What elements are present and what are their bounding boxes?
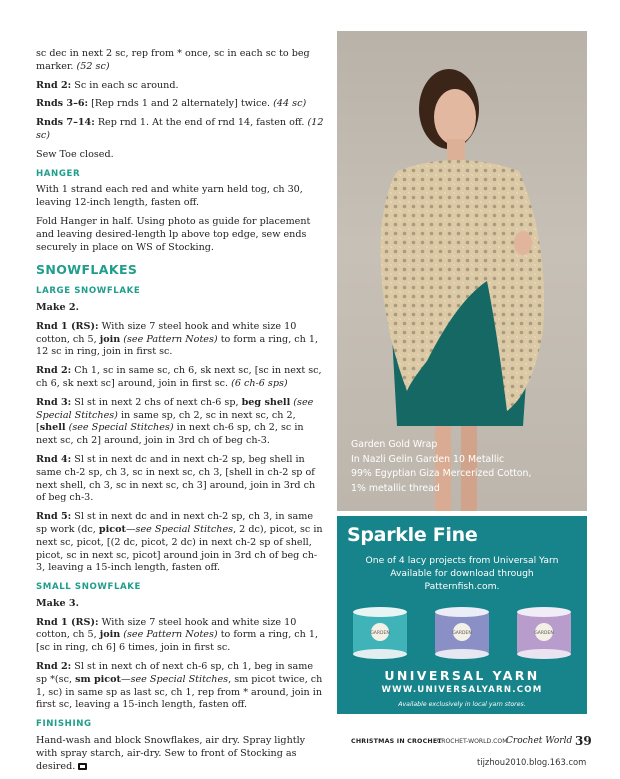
large-make-count: Make 2.: [36, 301, 79, 313]
face-shape: [434, 89, 476, 145]
page-number: 39: [575, 734, 592, 748]
thread-spool-icon: [511, 604, 577, 662]
brand-url-link[interactable]: WWW.UNIVERSALYARN.COM: [381, 685, 543, 695]
small-snowflake-heading: SMALL SNOWFLAKE: [36, 582, 142, 593]
pattern-round: Rnd 2: Sl st in next ch of next ch-6 sp, ch 1, beg in same sp *(sc, sm picot—see Special Stitches, sm picot twice, ch 1, sc) in same sp as last sc, ch 1, rep from * around, join in first sc, leaving a 15-inch length, fasten off.: [36, 661, 323, 711]
footer-section: CHRISTMAS IN CROCHET: [351, 738, 442, 745]
pattern-round: Rnd 4: Sl st in next dc and in next ch-2 sp, beg shell in same ch-2 sp, ch 3, sc in next sc, ch 3, [shell in ch-2 sp of next shell, ch 3, sc in next sc, ch 3] around, join in 3rd ch of beg ch-3.: [36, 453, 316, 504]
snowflakes-heading: SNOWFLAKES: [36, 262, 138, 278]
pattern-paragraph: sc dec in next 2 sc, rep from * once, sc in each sc to beg marker. (52 sc): [36, 48, 310, 72]
photo-caption: Garden Gold Wrap In Nazli Gelin Garden 10 Metallic 99% Egyptian Giza Mercerized Cotton, 1% metallic thread: [351, 439, 532, 494]
svg-text:GARDEN: GARDEN: [370, 631, 390, 636]
patternfish-link[interactable]: Patternfish.com.: [424, 581, 500, 592]
page-footer: [345, 735, 595, 749]
large-snowflake-heading: LARGE SNOWFLAKE: [36, 286, 141, 297]
brand-name: UNIVERSAL YARN: [384, 668, 540, 683]
pattern-round: Rnd 3: Sl st in next 2 chs of next ch-6 sp, beg shell (see Special Stitches) in same sp, ch 2, sc in next sc, ch 2, [shell (see Special Stitches) in next ch-6 sp, ch 2, sc in next sc, ch 2] around, join in 3rd ch of beg ch-3.: [36, 396, 314, 447]
svg-text:GARDEN: GARDEN: [452, 631, 472, 636]
pattern-paragraph: With 1 strand each red and white yarn held tog, ch 30, leaving 12-inch length, fasten off.: [36, 184, 303, 209]
pattern-paragraph: Hand-wash and block Snowflakes, air dry. Spray lightly with spray starch, air-dry. Sew to front of Stocking as desired.: [36, 735, 306, 772]
availability-note: Available exclusively in local yarn stores.: [398, 701, 526, 708]
pattern-column: [36, 48, 326, 779]
pattern-round: Rnd 5: Sl st in next dc and in next ch-2 sp, ch 3, in same sp work (dc, picot—see Special Stitches, 2 dc), picot, sc in next sc, picot, [(2 dc, picot, 2 dc) in next ch-2 sp of shell, picot, sc in next sc, picot] around join in 3rd ch of beg ch-3, leaving a 15-inch length, fasten off.: [36, 511, 323, 574]
watermark: tijzhou2010.blog.163.com: [477, 757, 587, 767]
model-photo: [337, 31, 587, 511]
pattern-paragraph: Sew Toe closed.: [36, 148, 114, 160]
pattern-round: Rnds 3–6: [Rep rnds 1 and 2 alternately] twice. (44 sc): [36, 98, 307, 110]
sparkle-fine-ad: [337, 516, 587, 714]
small-make-count: Make 3.: [36, 597, 79, 609]
thread-spool-icon: [429, 604, 495, 662]
pattern-round: Rnd 2: Sc in each sc around.: [36, 79, 179, 91]
pattern-round: Rnd 1 (RS): With size 7 steel hook and white size 10 cotton, ch 5, join (see Pattern Notes) to form a ring, ch 1, 12 sc in ring, join in first sc.: [36, 320, 319, 358]
thread-spool-icon: [347, 604, 413, 662]
pattern-round: Rnd 2: Ch 1, sc in same sc, ch 6, sk next sc, [sc in next sc, ch 6, sk next sc] around, join in first sc. (6 ch-6 sps): [36, 365, 322, 389]
pattern-paragraph: Fold Hanger in half. Using photo as guide for placement and leaving desired-length lp above top edge, sew ends securely in place on WS of Stocking.: [36, 215, 311, 253]
finishing-heading: FINISHING: [36, 719, 92, 730]
footer-site-link[interactable]: CROCHET-WORLD.COM: [437, 738, 508, 745]
hanger-heading: HANGER: [36, 168, 81, 179]
end-mark-icon: [78, 763, 87, 770]
ad-title: Sparkle Fine: [347, 524, 478, 546]
pattern-round: Rnd 1 (RS): With size 7 steel hook and white size 10 cotton, ch 5, join (see Pattern Notes) to form a ring, ch 1, [sc in ring, ch 6] 6 times, join in first sc.: [36, 616, 319, 654]
pattern-round: Rnds 7–14: Rep rnd 1. At the end of rnd 14, fasten off. (12 sc): [36, 117, 324, 141]
footer-magazine: Crochet World: [506, 736, 573, 746]
svg-text:GARDEN: GARDEN: [534, 631, 554, 636]
ad-body: One of 4 lacy projects from Universal Yarn Available for download through Patternfish.com.: [337, 554, 587, 593]
